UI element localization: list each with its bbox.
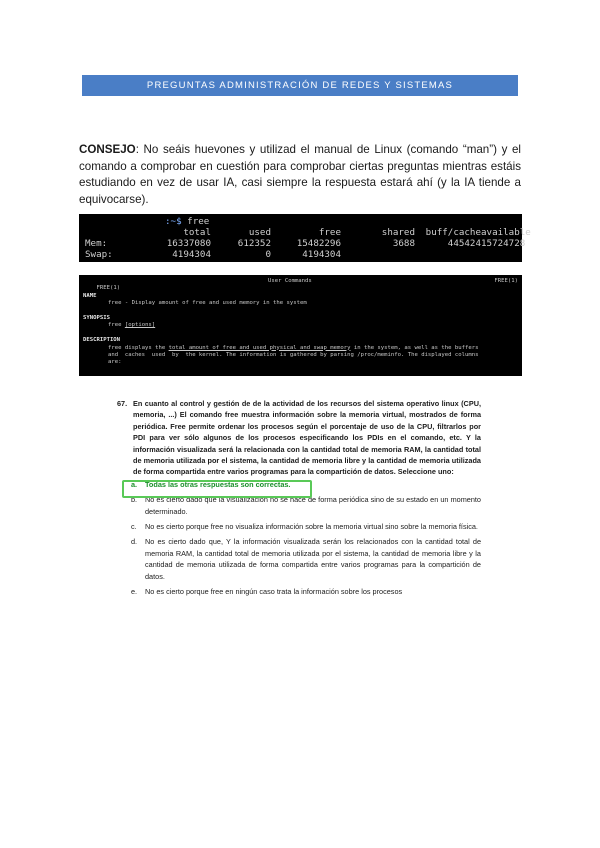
option-letter: a. <box>131 479 138 489</box>
man-desc-text: in the system, as well as the buffers <box>350 344 479 351</box>
man-description-heading: DESCRIPTION <box>83 337 121 344</box>
correct-answer-highlight <box>122 480 312 498</box>
terminal-header-row <box>85 227 531 238</box>
cell: 4194304 <box>302 249 341 260</box>
man-desc-text: free displays the <box>108 344 169 351</box>
terminal-row-mem <box>85 238 526 249</box>
col-used: used <box>248 227 271 238</box>
option-e[interactable] <box>117 586 481 597</box>
row-label: Mem: <box>85 238 108 249</box>
option-text: No es cierto dado que la visualización no se hace de forma periódica sino de su estado en un momento determinado. <box>145 495 481 516</box>
man-synopsis-line <box>83 322 518 329</box>
man-header-right: FREE(1) <box>494 278 518 284</box>
man-desc-underlined: total amount of free and used physical and swap memory <box>168 344 351 351</box>
tip-label: CONSEJO <box>79 143 136 156</box>
document-header-bar <box>82 75 518 96</box>
col-total: total <box>183 227 211 238</box>
option-text: No es cierto porque free no visualiza información sobre la memoria virtual sino sobre la memoria física. <box>145 522 478 532</box>
option-letter: d. <box>131 537 138 547</box>
man-desc-line-2: and caches used by the kernel. The information is gathered by parsing /proc/meminfo. The displayed columns <box>108 351 479 358</box>
terminal-prompt-line <box>85 216 516 227</box>
row-label: Swap: <box>85 249 113 260</box>
man-desc-line-3: are: <box>108 359 122 366</box>
document-title: PREGUNTAS ADMINISTRACIÓN DE REDES Y SISTEMAS <box>146 80 454 91</box>
man-name-text: free - Display amount of free and used memory in the system <box>108 300 307 307</box>
col-available: available <box>481 227 531 238</box>
quiz-question <box>117 398 481 602</box>
cell: 4194304 <box>172 249 211 260</box>
cell: 3688 <box>392 238 415 249</box>
man-desc-line-1 <box>83 345 518 352</box>
man-synopsis-cmd: free <box>108 322 122 329</box>
cell: 612352 <box>237 238 271 249</box>
terminal-prompt-symbol: :~$ <box>165 216 182 227</box>
cell: 15724728 <box>481 238 526 249</box>
tip-paragraph <box>79 142 521 208</box>
question-number: 67. <box>117 399 128 408</box>
question-text: En cuanto al control y gestión de de la actividad de los recursos del sistema operativo linux (CPU, memoria, ...) El comando free muestra información sobre la memoria virtual, mostrados de forma periódica. Free permite ordenar los procesos según el porcentaje de uso de la CPU, filtrarlos por PDI para ver sólo algunos de los procesos especificando los PDIs en el comando, etc. Y la información visualizada será la relacionada con la cantidad total de memoria RAM, la cantidad total de memoria utilizada por el sistema, la cantidad de memoria libre y la cantidad de memoria utilizada de forma compartida entre varios programas para la compartición de datos. Seleccione uno: <box>133 399 481 477</box>
option-d[interactable] <box>117 536 481 582</box>
tip-text: : No seáis huevones y utilizad el manual de Linux (comando “man”) y el comando a comprobar en cuestión para comprobar ciertas preguntas mientras estáis estudiando en vez de usar IA, casi siempre la respuesta estará ahí (y la IA tiende a equivocarse). <box>79 143 521 206</box>
option-text: Todas las otras respuestas son correctas. <box>145 479 291 489</box>
option-text: No es cierto dado que, Y la información visualizada serán los relacionados con la cantidad total de memoria RAM, la cantidad total de memoria utilizada por el sistema, la cantidad de memoria libre y la cantidad de memoria utilizada de forma compartida entre varios programas para la compartición de datos. <box>145 537 481 581</box>
col-free: free <box>318 227 341 238</box>
man-synopsis-heading: SYNOPSIS <box>83 314 110 321</box>
col-shared: shared <box>381 227 415 238</box>
man-header-left: FREE(1) <box>96 285 121 292</box>
man-header-center: User Commands <box>268 278 312 284</box>
man-synopsis-options: [options] <box>124 322 156 329</box>
terminal-row-swap <box>85 249 516 260</box>
man-name-heading: NAME <box>83 292 97 299</box>
man-header <box>83 278 518 292</box>
cell: 445424 <box>447 238 481 249</box>
cell: 15482296 <box>296 238 341 249</box>
option-c[interactable] <box>117 521 481 532</box>
question-text-block <box>117 398 481 478</box>
option-letter: b. <box>131 495 138 505</box>
option-text: No es cierto porque free en ningún caso trata la información sobre los procesos <box>145 587 403 597</box>
cell: 16337080 <box>166 238 211 249</box>
terminal-command: free <box>187 216 210 227</box>
terminal-man-page <box>79 275 522 376</box>
terminal-free-output <box>79 214 531 262</box>
option-letter: e. <box>131 587 138 597</box>
option-letter: c. <box>131 522 137 532</box>
cell: 0 <box>265 249 271 260</box>
col-buff-cache: buff/cache <box>425 227 481 238</box>
